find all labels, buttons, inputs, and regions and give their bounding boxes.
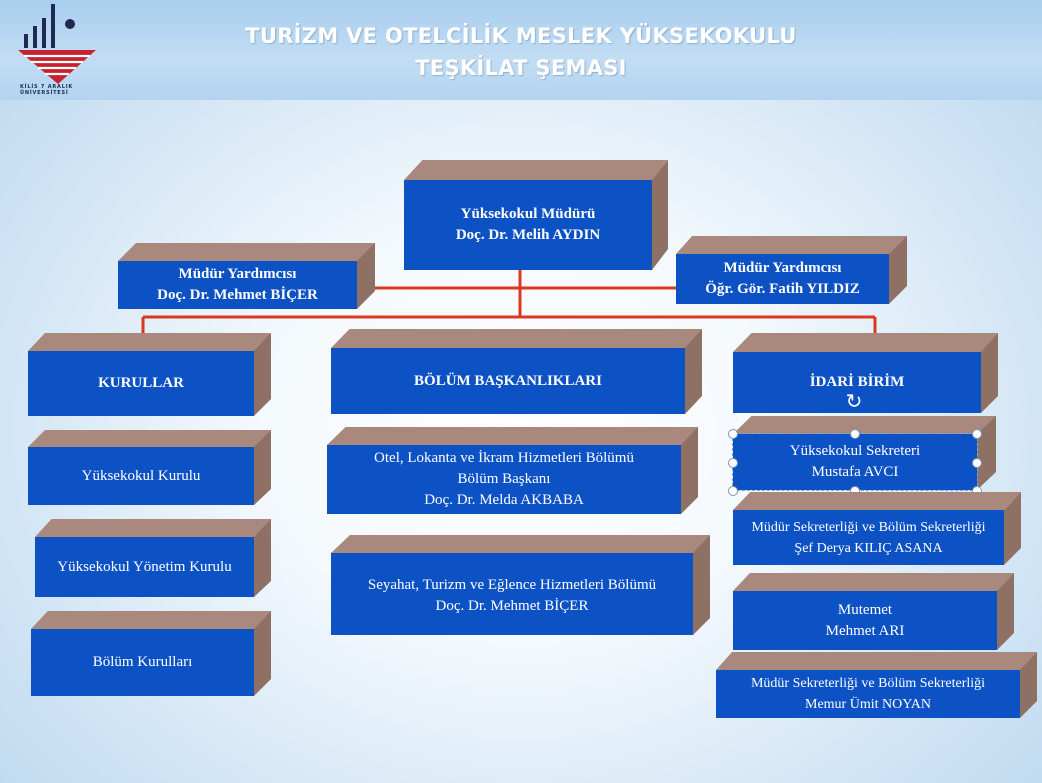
page-subtitle: TEŞKİLAT ŞEMASI xyxy=(415,56,627,80)
kurullar-item-bolum-kurullari: Bölüm Kurulları xyxy=(31,629,254,696)
deputy-right-box: Müdür Yardımcısı Öğr. Gör. Fatih YILDIZ xyxy=(676,254,889,304)
idari-item-mudur-sekreterligi-1: Müdür Sekreterliği ve Bölüm Sekreterliği Şef Derya KILIÇ ASANA xyxy=(733,510,1004,565)
resize-handle[interactable] xyxy=(728,458,738,468)
idari-heading: İDARİ BİRİM xyxy=(733,352,981,413)
bolum-item-seyahat-turizm: Seyahat, Turizm ve Eğlence Hizmetleri Bölümü Doç. Dr. Mehmet BİÇER xyxy=(331,553,693,635)
bolum-item-otel-lokanta: Otel, Lokanta ve İkram Hizmetleri Bölümü Bölüm Başkanı Doç. Dr. Melda AKBABA xyxy=(327,445,681,514)
resize-handle[interactable] xyxy=(972,429,982,439)
idari-item-yuksekokul-sekreteri[interactable]: Yüksekokul Sekreteri Mustafa AVCI xyxy=(733,434,977,490)
idari-item-mutemet: Mutemet Mehmet ARI xyxy=(733,591,997,650)
kurullar-item-yonetim-kurulu: Yüksekokul Yönetim Kurulu xyxy=(35,537,254,597)
resize-handle[interactable] xyxy=(972,458,982,468)
resize-handle[interactable] xyxy=(728,486,738,496)
rotate-handle-icon[interactable]: ↻ xyxy=(845,389,863,413)
director-box: Yüksekokul Müdürü Doç. Dr. Melih AYDIN xyxy=(404,180,652,270)
idari-item-mudur-sekreterligi-2: Müdür Sekreterliği ve Bölüm Sekreterliği Memur Ümit NOYAN xyxy=(716,670,1020,718)
deputy-left-box: Müdür Yardımcısı Doç. Dr. Mehmet BİÇER xyxy=(118,261,357,309)
page-title: TURİZM VE OTELCİLİK MESLEK YÜKSEKOKULU xyxy=(245,24,797,48)
university-logo-text: KİLİS 7 ARALIK ÜNİVERSİTESİ xyxy=(20,84,74,96)
resize-handle[interactable] xyxy=(728,429,738,439)
kurullar-heading: KURULLAR xyxy=(28,351,254,416)
kurullar-item-yuksekokul-kurulu: Yüksekokul Kurulu xyxy=(28,447,254,505)
bolum-heading: BÖLÜM BAŞKANLIKLARI xyxy=(331,348,685,414)
resize-handle[interactable] xyxy=(850,429,860,439)
